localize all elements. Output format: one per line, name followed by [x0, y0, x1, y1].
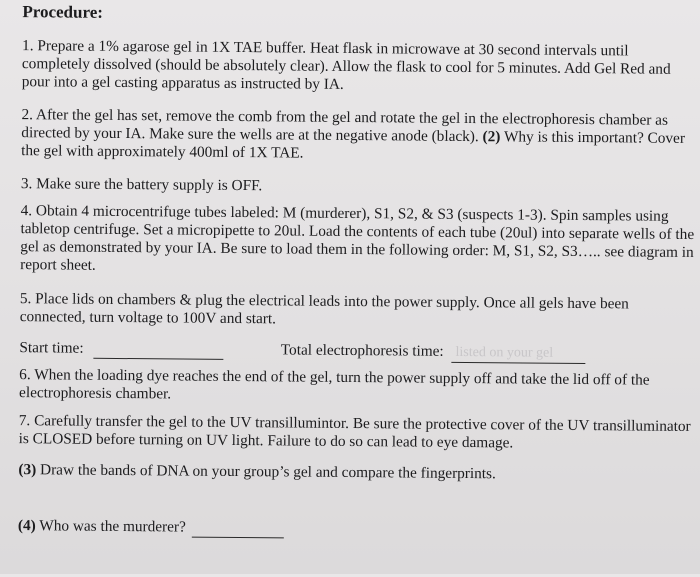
murderer-answer-blank[interactable]: [192, 519, 284, 539]
question-2-marker: (2): [482, 128, 501, 146]
step-6-text: 6. When the loading dye reaches the end of the gel, turn the power supply off and take the lid off of the electrophoresis chamber.: [18, 366, 650, 403]
step-2-part-a: 2. After the gel has set, remove the comb from the gel and rotate the gel in the electrophoresis chamber as directed by your IA. Make sure the wells are at the negative anode (black).: [21, 106, 669, 146]
question-3-row: [18, 461, 694, 485]
total-time-blank[interactable]: [451, 343, 585, 364]
procedure-heading: Procedure:: [22, 2, 104, 22]
start-time-label: Start time:: [19, 339, 84, 357]
question-4-text: Who was the murderer?: [39, 517, 186, 536]
step-3-text: 3. Make sure the battery supply is OFF.: [20, 175, 263, 195]
step-2-part-b: Why is this important? Cover the gel with approximately 400ml of 1X TAE.: [21, 128, 686, 162]
question-4-row: [18, 517, 694, 542]
step-2-text: [21, 106, 697, 166]
question-3-text: Draw the bands of DNA on your group’s gel and compare the fingerprints.: [39, 461, 496, 483]
start-time-blank[interactable]: [93, 340, 223, 360]
step-4-text: 4. Obtain 4 microcentrifuge tubes labeled: M (murderer), S1, S2, & S3 (suspects 1-3). Spin samples using tabletop centrifuge. Set a micropipette to 20ul. Load the contents of each tube (20ul) into separate wells of the gel as demonstrated by your IA. Be sure to load them in the following order: M, S1, S2, S3….. see diagram in report sheet.: [20, 202, 695, 274]
total-time-label: Total electrophoresis time:: [280, 341, 444, 360]
step-7-text: 7. Carefully transfer the gel to the UV transillumintor. Be sure the protective cover of the UV transilluminator is CLOSED before turning on UV light. Failure to do so can lead to eye damage.: [18, 412, 691, 452]
question-3-marker: (3): [18, 461, 37, 479]
step-5-text: 5. Place lids on chambers & plug the electrical leads into the power supply. Once all gels have been connected, turn voltage to 100V and start.: [19, 290, 629, 328]
question-4-marker: (4): [17, 517, 36, 535]
step-1-text: 1. Prepare a 1% agarose gel in 1X TAE buffer. Heat flask in microwave at 30 second intervals until completely dissolved (should be absolutely clear). Allow the flask to cool for 5 minutes. Add Gel Red and pour into a gel casting apparatus as instructed by IA.: [21, 37, 671, 93]
time-fields-row: [19, 339, 695, 365]
faint-pencil-note: listed on your gel: [455, 344, 554, 361]
